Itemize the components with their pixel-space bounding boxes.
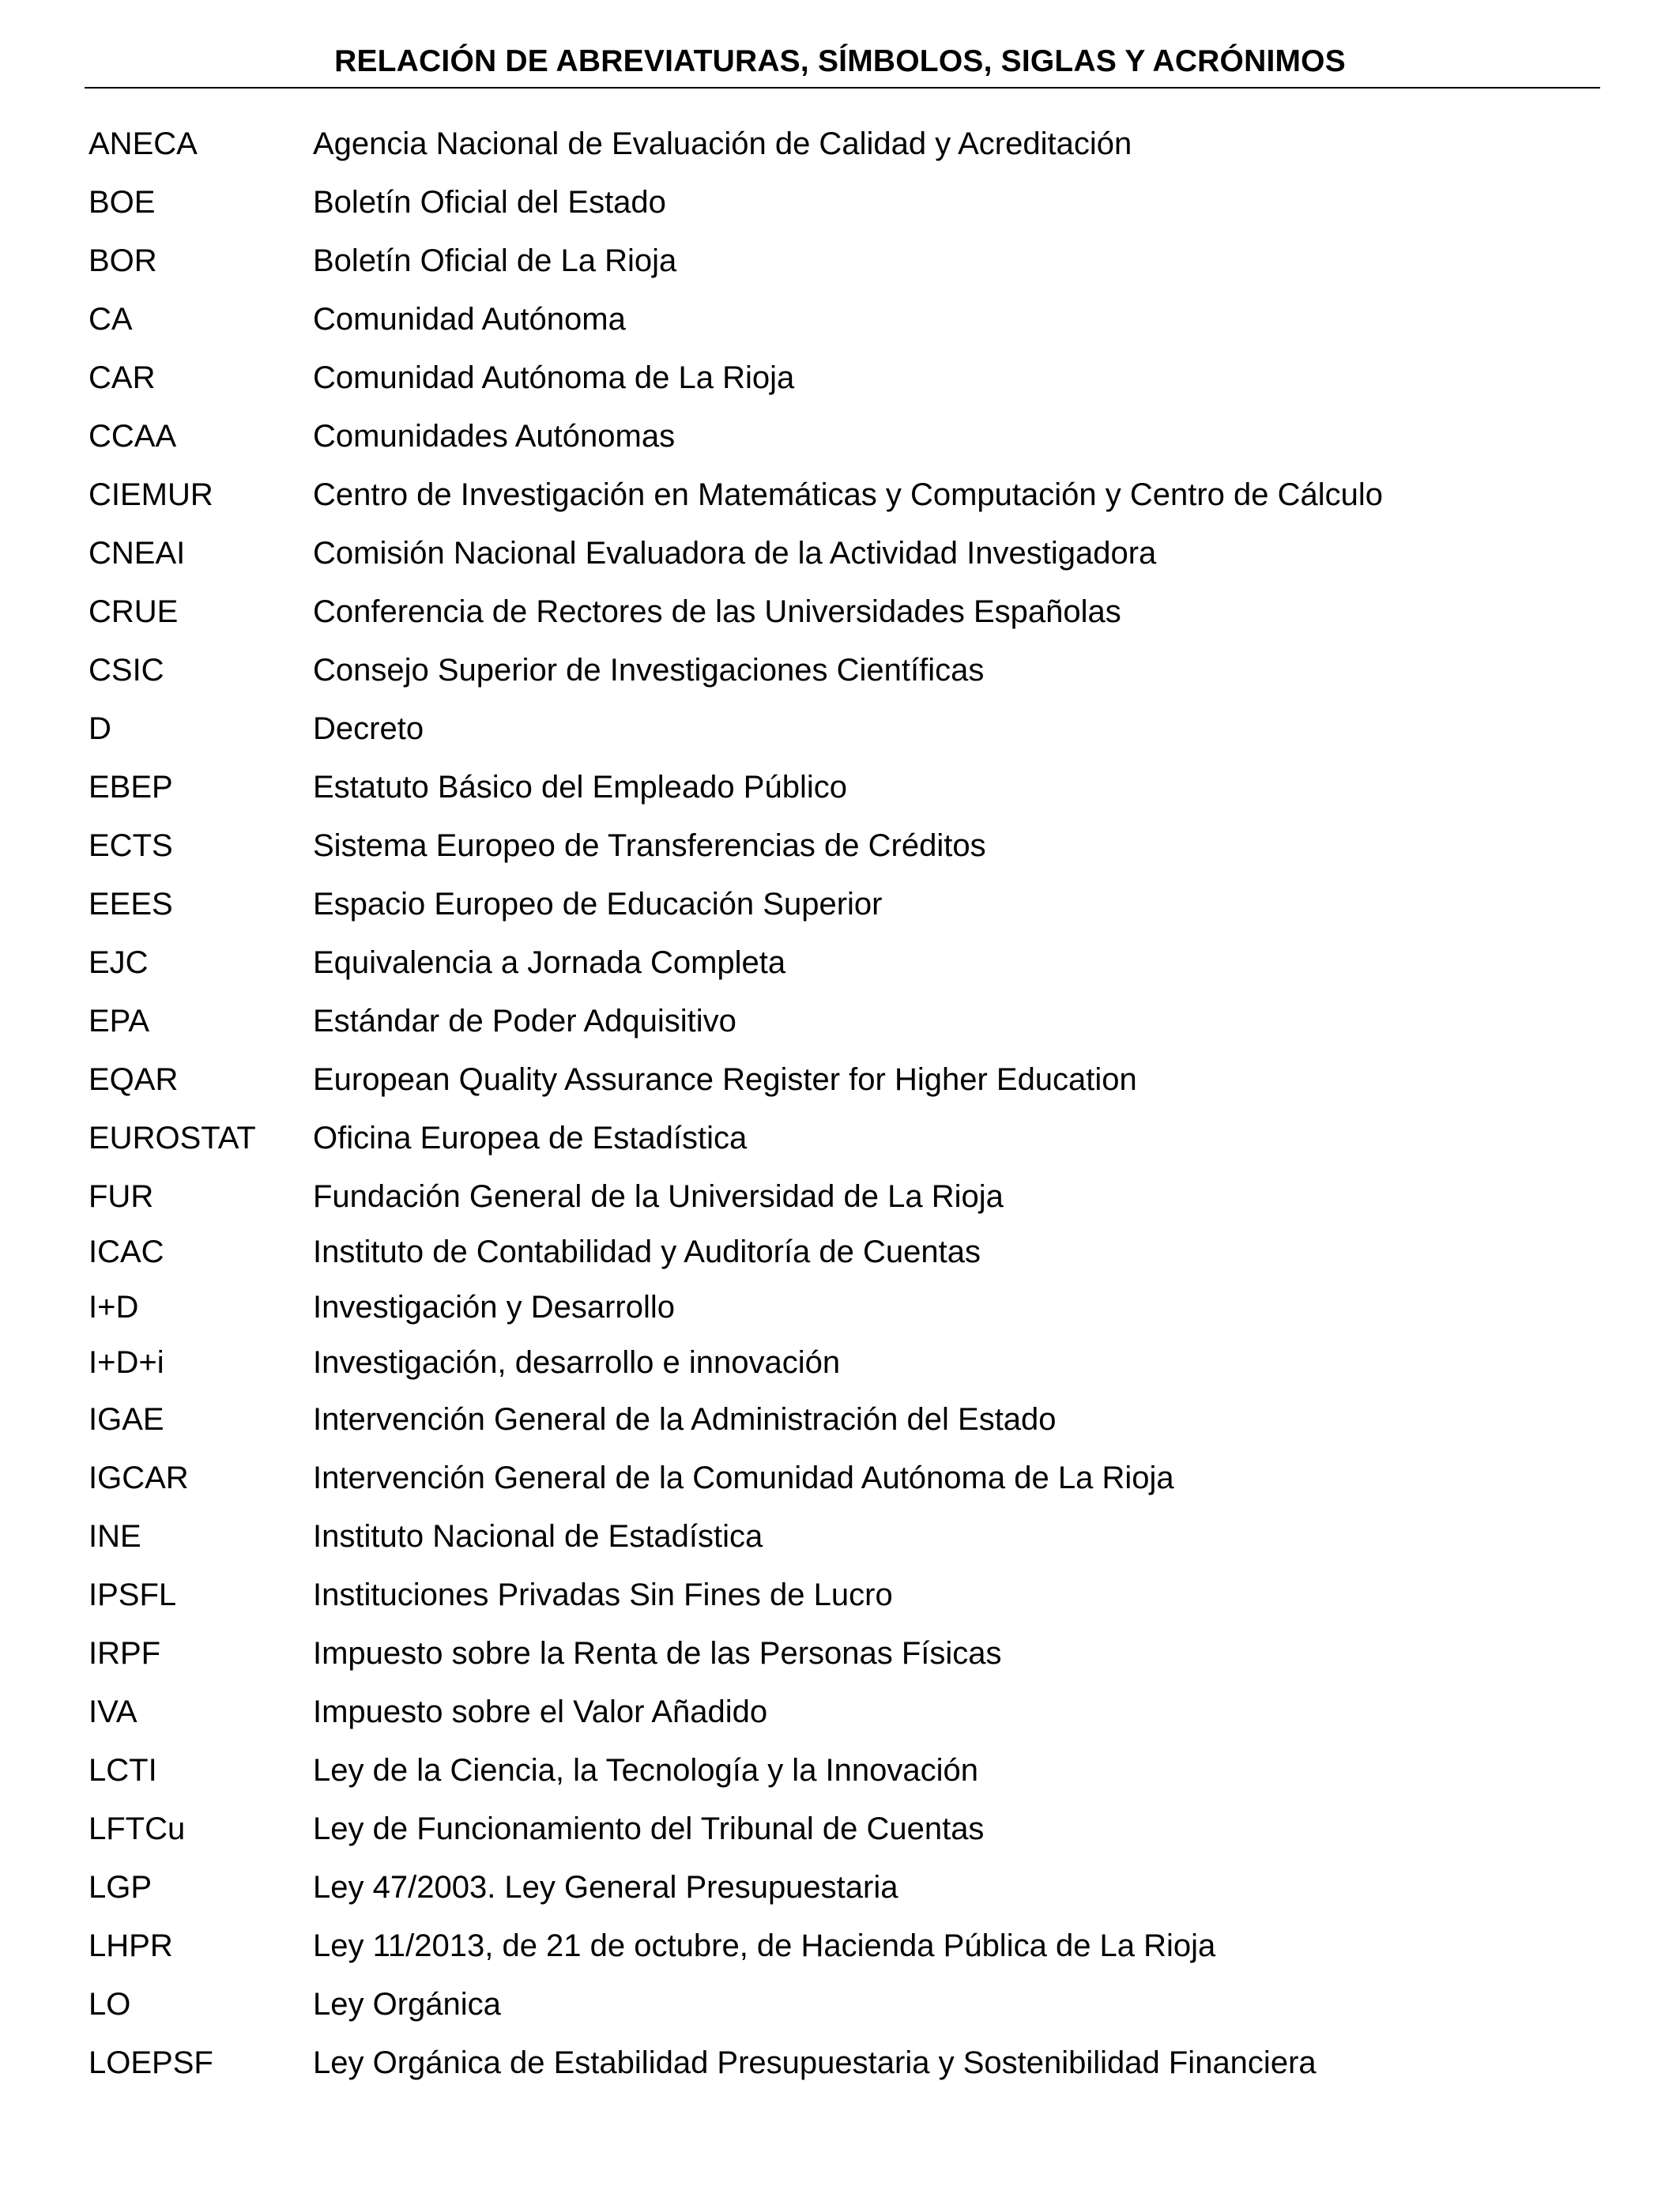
abbreviation: EPA [89,1004,150,1039]
abbreviation-meaning: Ley de Funcionamiento del Tribunal de Cuentas [313,1811,985,1846]
abbreviation-meaning: Consejo Superior de Investigaciones Científicas [313,653,985,688]
abbreviation-meaning: Ley Orgánica [313,1987,501,2022]
abbreviation-meaning: Impuesto sobre la Renta de las Personas Físicas [313,1636,1002,1671]
abbreviation-meaning: Instituto Nacional de Estadística [313,1519,763,1554]
abbreviation-meaning: Estatuto Básico del Empleado Público [313,770,847,805]
abbreviation-meaning: European Quality Assurance Register for Higher Education [313,1062,1137,1097]
abbreviation-meaning: Ley de la Ciencia, la Tecnología y la Innovación [313,1753,979,1788]
abbreviation: ANECA [89,126,198,161]
abbreviation: BOR [89,243,157,278]
abbreviation: IVA [89,1695,137,1729]
abbreviation: LHPR [89,1928,173,1963]
abbreviation-meaning: Agencia Nacional de Evaluación de Calidad y Acreditación [313,126,1132,161]
abbreviation: D [89,711,111,746]
abbreviation-meaning: Conferencia de Rectores de las Universidades Españolas [313,594,1121,629]
abbreviation-meaning: Intervención General de la Administración del Estado [313,1402,1057,1437]
abbreviation: LCTI [89,1753,157,1788]
abbreviation: INE [89,1519,141,1554]
abbreviation: CRUE [89,594,179,629]
abbreviation-meaning: Decreto [313,711,424,746]
page-title: RELACIÓN DE ABREVIATURAS, SÍMBOLOS, SIGLAS Y ACRÓNIMOS [334,44,1346,78]
abbreviation: I+D [89,1290,139,1325]
abbreviation: CSIC [89,653,164,688]
abbreviation: IRPF [89,1636,161,1671]
abbreviation-meaning: Fundación General de la Universidad de La Rioja [313,1179,1004,1214]
abbreviation: LO [89,1987,131,2022]
abbreviation: EEES [89,887,173,922]
abbreviation-meaning: Equivalencia a Jornada Completa [313,945,786,980]
abbreviation-meaning: Boletín Oficial del Estado [313,185,666,220]
abbreviation-meaning: Oficina Europea de Estadística [313,1121,748,1155]
abbreviation-meaning: Sistema Europeo de Transferencias de Créditos [313,828,986,863]
abbreviation-meaning: Comisión Nacional Evaluadora de la Actividad Investigadora [313,536,1157,571]
abbreviation-meaning: Comunidad Autónoma [313,302,626,337]
abbreviation-meaning: Investigación y Desarrollo [313,1290,675,1325]
abbreviation: CNEAI [89,536,186,571]
abbreviation-meaning: Ley 11/2013, de 21 de octubre, de Hacienda Pública de La Rioja [313,1928,1216,1963]
abbreviation: CAR [89,360,156,395]
abbreviation: IPSFL [89,1578,177,1612]
abbreviation: ICAC [89,1235,164,1269]
abbreviation: I+D+i [89,1345,164,1380]
abbreviation: ECTS [89,828,173,863]
abbreviation-meaning: Intervención General de la Comunidad Autónoma de La Rioja [313,1461,1174,1495]
abbreviation: LGP [89,1870,153,1905]
abbreviation-meaning: Instituciones Privadas Sin Fines de Lucro [313,1578,893,1612]
abbreviation: IGCAR [89,1461,189,1495]
abbreviation: EUROSTAT [89,1121,256,1155]
abbreviation-meaning: Comunidad Autónoma de La Rioja [313,360,795,395]
abbreviation-meaning: Investigación, desarrollo e innovación [313,1345,841,1380]
abbreviation-meaning: Instituto de Contabilidad y Auditoría de Cuentas [313,1235,981,1269]
abbreviation: CCAA [89,419,177,454]
abbreviation-meaning: Ley 47/2003. Ley General Presupuestaria [313,1870,898,1905]
abbreviation-meaning: Estándar de Poder Adquisitivo [313,1004,736,1039]
abbreviation-meaning: Comunidades Autónomas [313,419,676,454]
abbreviation: LFTCu [89,1811,186,1846]
abbreviation: EJC [89,945,149,980]
abbreviation: EQAR [89,1062,179,1097]
abbreviation: CIEMUR [89,477,213,512]
abbreviation: CA [89,302,133,337]
abbreviation: IGAE [89,1402,164,1437]
abbreviation: FUR [89,1179,154,1214]
abbreviation: LOEPSF [89,2045,213,2080]
abbreviation-meaning: Boletín Oficial de La Rioja [313,243,677,278]
abbreviation-meaning: Espacio Europeo de Educación Superior [313,887,883,922]
abbreviation-meaning: Impuesto sobre el Valor Añadido [313,1695,768,1729]
title-underline [85,87,1600,89]
abbreviation-meaning: Centro de Investigación en Matemáticas y Computación y Centro de Cálculo [313,477,1384,512]
abbreviation: BOE [89,185,156,220]
abbreviation: EBEP [89,770,173,805]
abbreviation-meaning: Ley Orgánica de Estabilidad Presupuestaria y Sostenibilidad Financiera [313,2045,1317,2080]
